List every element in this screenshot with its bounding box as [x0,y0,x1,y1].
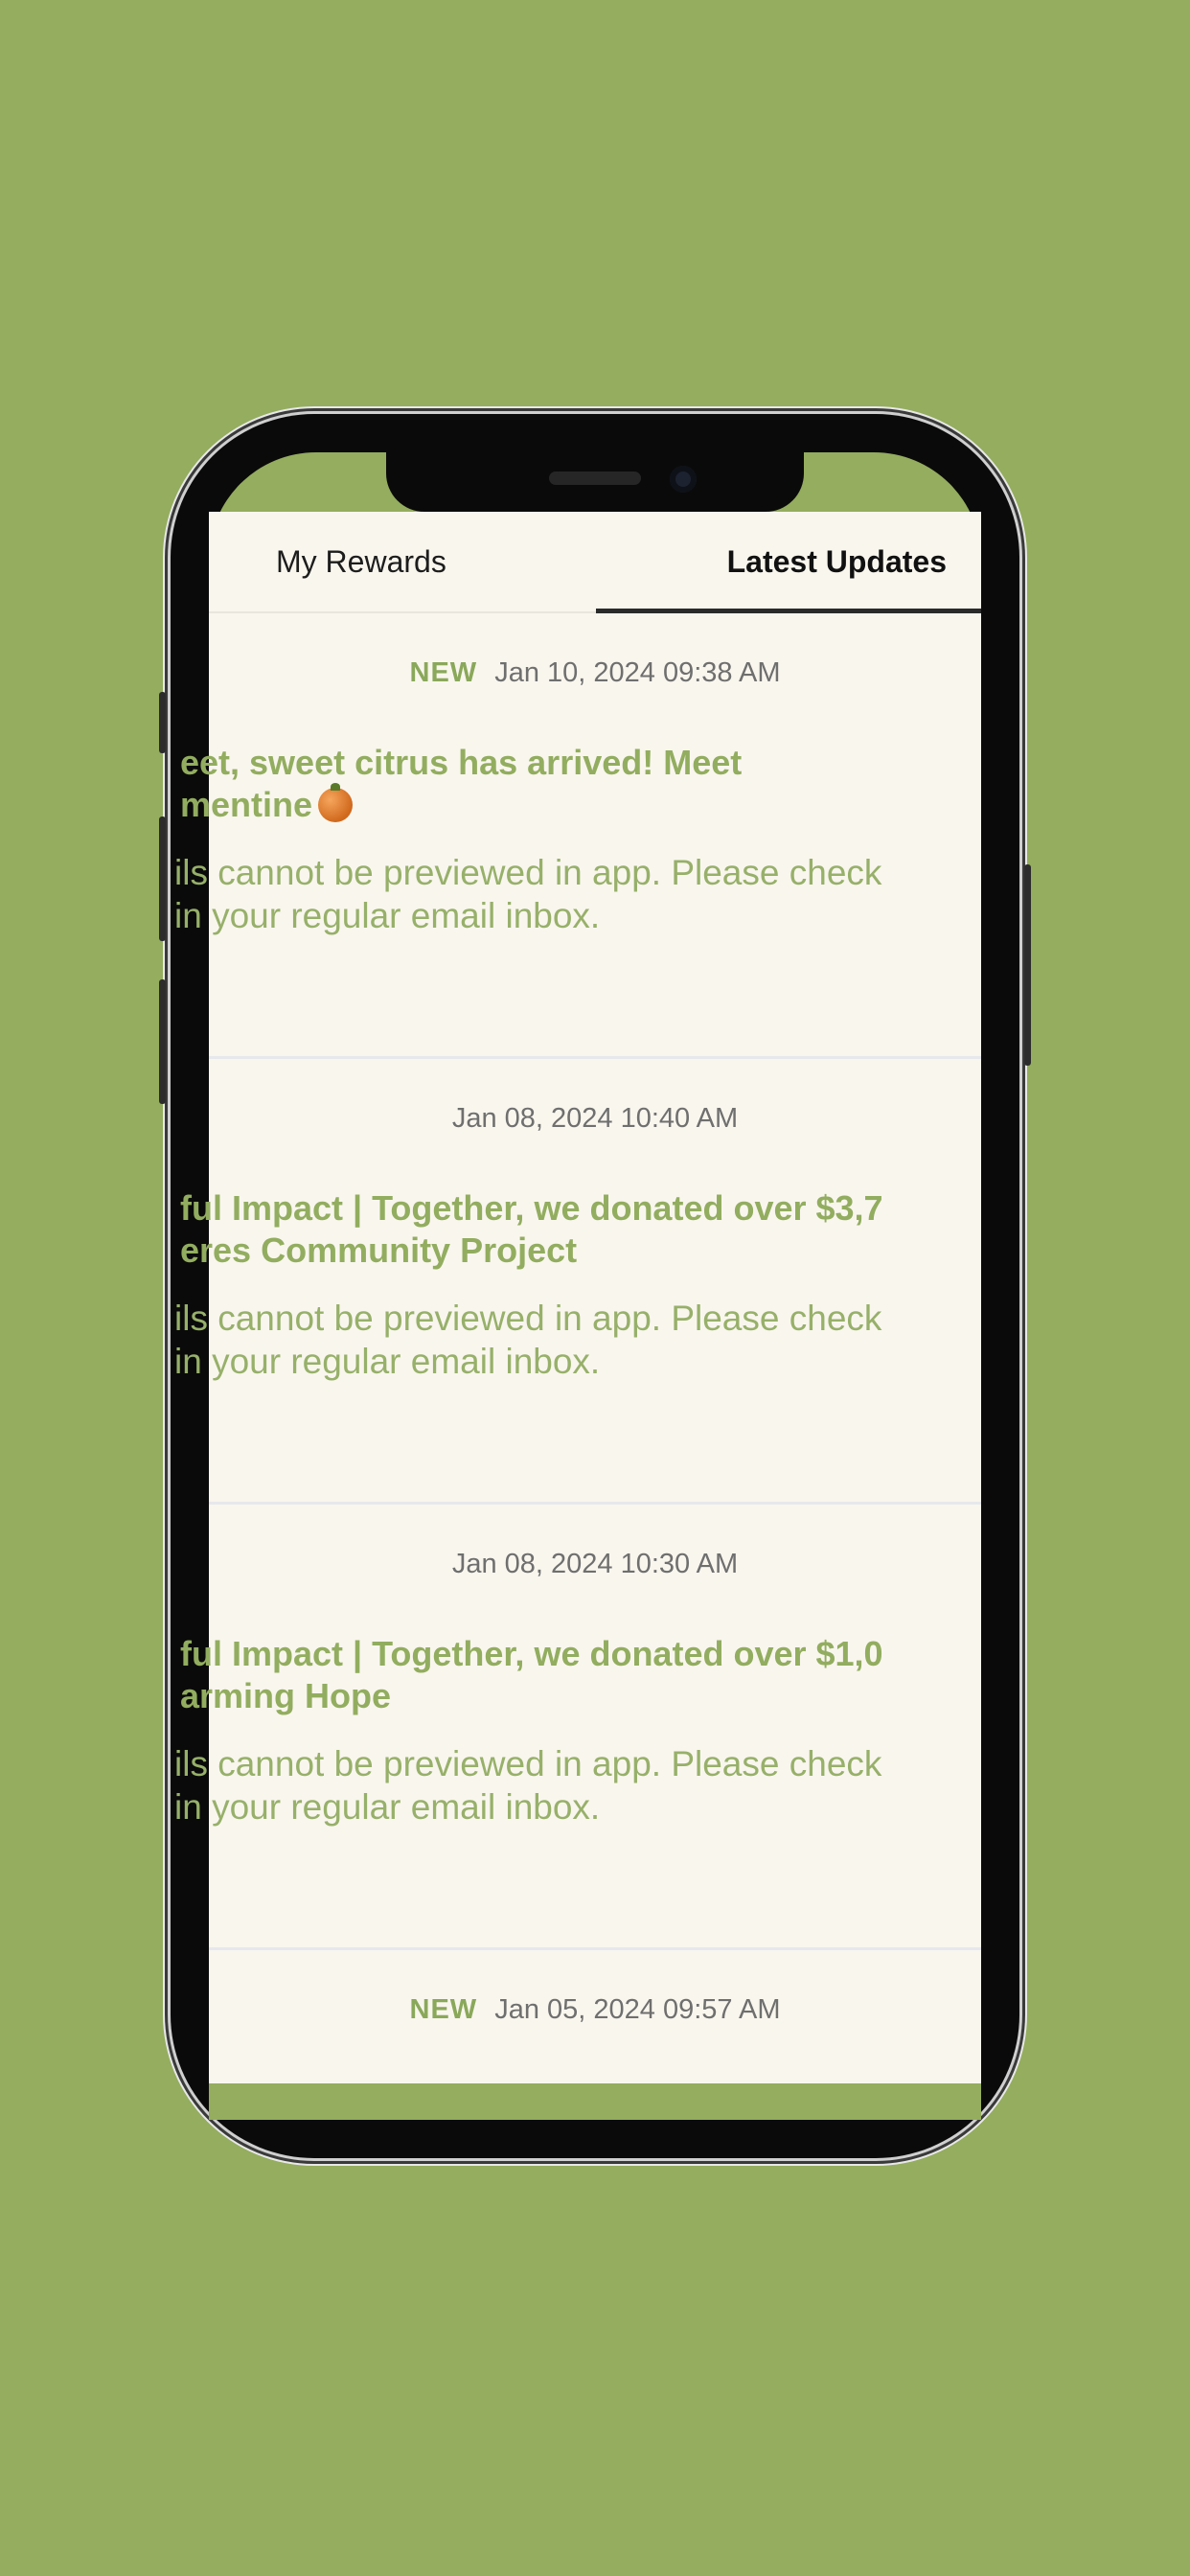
update-date: Jan 08, 2024 10:40 AM [451,1103,739,1134]
mute-switch [159,692,166,753]
update-card[interactable] [174,1059,981,1505]
volume-down-button [159,979,166,1104]
update-title: ful Impact | Together, we donated over $1,0 arming Hope [180,1634,883,1715]
front-camera-icon [670,466,697,493]
speaker-grille [549,472,641,485]
update-card[interactable] [174,613,981,1059]
update-meta [209,1549,981,1580]
volume-up-button [159,816,166,941]
updates-feed [174,613,981,2065]
update-title-text: eet, sweet citrus has arrived! Meet mentine [180,743,743,824]
update-body: ils cannot be previewed in app. Please check in your regular email inbox. [174,1299,882,1381]
update-title [180,742,1004,826]
tab-bar [209,512,981,613]
notch [386,452,804,512]
phone-screen [174,452,981,2120]
new-badge: NEW [409,657,478,688]
update-title: ful Impact | Together, we donated over $3,7 eres Community Project [180,1188,883,1270]
app-content [174,512,981,2083]
tab-latest-updates[interactable]: Latest Updates [726,543,947,579]
update-date: Jan 08, 2024 10:30 AM [451,1549,739,1579]
tab-my-rewards[interactable]: My Rewards [276,543,446,579]
phone-frame [171,414,1019,2158]
update-meta [209,1994,981,2026]
update-card[interactable] [209,1950,981,2065]
bottom-background-strip [209,2083,981,2120]
new-badge: NEW [409,1994,478,2025]
update-date: Jan 10, 2024 09:38 AM [494,657,781,688]
update-meta [209,657,981,689]
update-body: ils cannot be previewed in app. Please check in your regular email inbox. [174,853,882,935]
update-date: Jan 05, 2024 09:57 AM [494,1994,781,2025]
update-meta [209,1103,981,1135]
update-body: ils cannot be previewed in app. Please check in your regular email inbox. [174,1744,882,1827]
power-button [1024,864,1031,1066]
update-card[interactable] [174,1505,981,1950]
orange-emoji-icon [318,788,353,822]
